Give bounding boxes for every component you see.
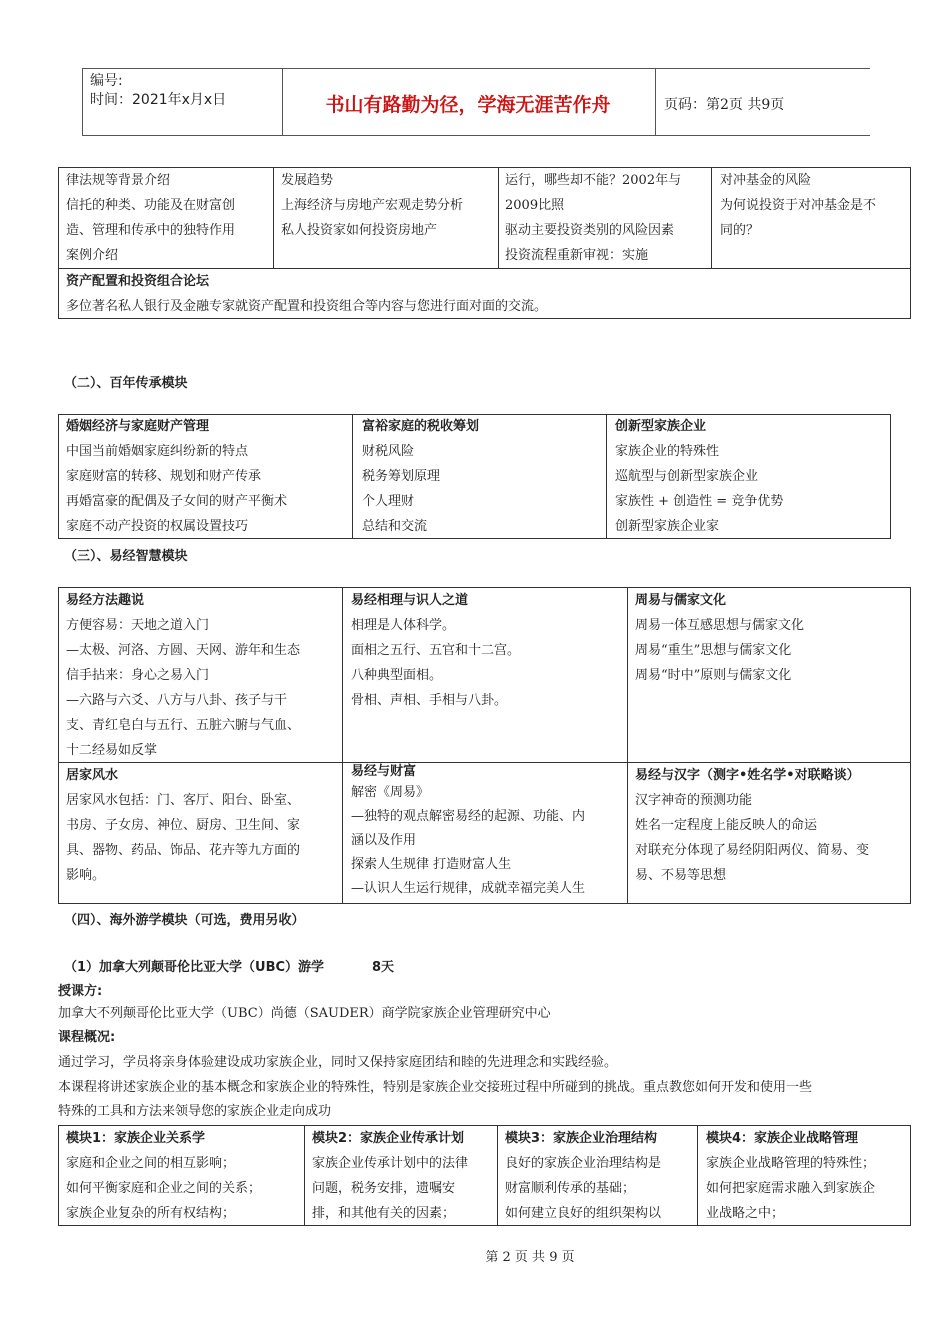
forum-text: 多位著名私人银行及金融专家就资产配置和投资组合等内容与您进行面对面的交流。 bbox=[66, 299, 548, 314]
table3-r2c3 bbox=[635, 763, 869, 888]
table-divider bbox=[352, 414, 353, 539]
cell-line: 排，和其他有关的因素； bbox=[312, 1206, 456, 1221]
cell-line: 对联充分体现了易经阴阳两仪、简易、变 bbox=[635, 843, 870, 858]
table1-col2 bbox=[281, 168, 463, 243]
module-1 bbox=[66, 1126, 261, 1226]
cell-line: 发展趋势 bbox=[281, 173, 334, 188]
table-divider bbox=[342, 587, 343, 904]
header-divider bbox=[655, 68, 656, 135]
cell-line: 具、器物、药品、饰品、花卉等九方面的 bbox=[66, 843, 301, 858]
cell-line: 财富顺利传承的基础； bbox=[505, 1181, 636, 1196]
ubc-title: （1）加拿大列颠哥伦比亚大学（UBC）游学 bbox=[64, 960, 325, 975]
cell-line: 易、不易等思想 bbox=[635, 868, 727, 883]
cell-line: 为何说投资于对冲基金是不 bbox=[720, 198, 877, 213]
header-divider bbox=[82, 68, 83, 135]
table2-col1 bbox=[66, 414, 287, 539]
cell-line: 驱动主要投资类别的风险因素 bbox=[505, 223, 675, 238]
provider-label: 授课方: bbox=[58, 984, 103, 999]
table3-r2c2 bbox=[351, 763, 585, 901]
table-divider bbox=[497, 1125, 498, 1226]
header-top-rule bbox=[82, 68, 870, 69]
cell-title: 周易与儒家文化 bbox=[635, 593, 727, 608]
cell-line: 相理是人体科学。 bbox=[351, 618, 456, 633]
cell-line: 涵以及作用 bbox=[351, 833, 417, 848]
cell-line: 探索人生规律 打造财富人生 bbox=[351, 857, 512, 872]
cell-line: 家族性 + 创造性 = 竞争优势 bbox=[615, 494, 784, 509]
cell-line: 2009比照 bbox=[505, 198, 565, 213]
cell-line: 书房、子女房、神位、厨房、卫生间、家 bbox=[66, 818, 301, 833]
cell-line: 个人理财 bbox=[362, 494, 415, 509]
cell-line: 如何平衡家庭和企业之间的关系； bbox=[66, 1181, 262, 1196]
cell-line: —太极、河洛、方圆、天网、游年和生态 bbox=[66, 643, 301, 658]
cell-line: 如何建立良好的组织架构以 bbox=[505, 1206, 662, 1221]
table3-r2c1 bbox=[66, 763, 300, 888]
cell-line: 总结和交流 bbox=[362, 519, 428, 534]
number-label: 编号: bbox=[90, 73, 123, 89]
table-divider bbox=[304, 1125, 305, 1226]
cell-title: 富裕家庭的税收筹划 bbox=[362, 419, 480, 434]
cell-line: 良好的家族企业治理结构是 bbox=[505, 1156, 662, 1171]
cell-title: 易经与汉字（测字•姓名学•对联略谈） bbox=[635, 768, 860, 783]
table3-r1c1 bbox=[66, 588, 300, 763]
page-footer: 第 2 页 共 9 页 bbox=[485, 1250, 575, 1265]
header-motto: 书山有路勤为径，学海无涯苦作舟 bbox=[325, 94, 611, 116]
cell-line: —独特的观点解密易经的起源、功能、内 bbox=[351, 809, 586, 824]
cell-line: 信托的种类、功能及在财富创 bbox=[66, 198, 236, 213]
cell-line: 方便容易：天地之道入门 bbox=[66, 618, 210, 633]
cell-line: 家庭财富的转移、规划和财产传承 bbox=[66, 469, 262, 484]
header-bottom-rule bbox=[82, 135, 870, 136]
cell-line: 运行，哪些却不能？2002年与 bbox=[505, 173, 682, 188]
cell-title: 易经方法趣说 bbox=[66, 593, 145, 608]
section-heading: （二）、百年传承模块 bbox=[64, 376, 188, 391]
cell-line: 财税风险 bbox=[362, 444, 415, 459]
cell-line: 周易一体互感思想与儒家文化 bbox=[635, 618, 805, 633]
overview-line: 通过学习，学员将亲身体验建设成功家族企业，同时又保持家庭团结和睦的先进理念和实践经验。 bbox=[58, 1055, 618, 1070]
table1-col1 bbox=[66, 168, 235, 268]
module-4 bbox=[706, 1126, 875, 1226]
cell-title: 模块2：家族企业传承计划 bbox=[312, 1131, 465, 1146]
cell-line: 八种典型面相。 bbox=[351, 668, 443, 683]
overview-label: 课程概况: bbox=[58, 1030, 116, 1045]
table3-r1c3 bbox=[635, 588, 804, 688]
table-divider bbox=[606, 414, 607, 539]
module-3 bbox=[505, 1126, 661, 1226]
cell-line: 创新型家族企业家 bbox=[615, 519, 720, 534]
cell-line: 周易“重生”思想与儒家文化 bbox=[635, 643, 792, 658]
cell-line: 解密《周易》 bbox=[351, 785, 430, 800]
time-label: 时间：2021年x月x日 bbox=[90, 92, 227, 108]
table1-col3 bbox=[505, 168, 681, 268]
ubc-days: 8天 bbox=[372, 960, 395, 975]
cell-line: 姓名一定程度上能反映人的命运 bbox=[635, 818, 818, 833]
table-divider bbox=[498, 167, 499, 268]
cell-title: 创新型家族企业 bbox=[615, 419, 707, 434]
cell-line: 居家风水包括：门、客厅、阳台、卧室、 bbox=[66, 793, 301, 808]
forum-cell bbox=[66, 269, 547, 319]
cell-line: 家庭不动产投资的权属设置技巧 bbox=[66, 519, 249, 534]
header-page-label: 页码：第2页 共9页 bbox=[664, 97, 785, 113]
table1-col4 bbox=[720, 168, 876, 243]
cell-line: 骨相、声相、手相与八卦。 bbox=[351, 693, 508, 708]
table-divider bbox=[711, 167, 712, 268]
cell-line: 律法规等背景介绍 bbox=[66, 173, 171, 188]
cell-title: 模块3：家族企业治理结构 bbox=[505, 1131, 658, 1146]
cell-title: 居家风水 bbox=[66, 768, 119, 783]
cell-line: 支、青红皂白与五行、五脏六腑与气血、 bbox=[66, 718, 301, 733]
cell-line: 问题，税务安排，遗嘱安 bbox=[312, 1181, 456, 1196]
cell-line: 家族企业战略管理的特殊性； bbox=[706, 1156, 876, 1171]
cell-line: 家族企业传承计划中的法律 bbox=[312, 1156, 469, 1171]
cell-line: 税务筹划原理 bbox=[362, 469, 441, 484]
cell-line: 如何把家庭需求融入到家族企 bbox=[706, 1181, 876, 1196]
header-meta bbox=[90, 72, 226, 110]
cell-line: 案例介绍 bbox=[66, 248, 119, 263]
table-divider bbox=[627, 587, 628, 904]
cell-line: 家族企业的特殊性 bbox=[615, 444, 720, 459]
cell-line: 上海经济与房地产宏观走势分析 bbox=[281, 198, 464, 213]
cell-line: —六路与六爻、八方与八卦、孩子与干 bbox=[66, 693, 288, 708]
cell-line: 家族企业复杂的所有权结构； bbox=[66, 1206, 236, 1221]
cell-line: 汉字神奇的预测功能 bbox=[635, 793, 753, 808]
overview-line: 本课程将讲述家族企业的基本概念和家族企业的特殊性，特别是家族企业交接班过程中所碰到的挑战。重点教您如何开发和使用一些 bbox=[58, 1080, 813, 1095]
cell-line: 家庭和企业之间的相互影响； bbox=[66, 1156, 236, 1171]
cell-title: 模块4：家族企业战略管理 bbox=[706, 1131, 859, 1146]
cell-line: 中国当前婚姻家庭纠纷新的特点 bbox=[66, 444, 249, 459]
table3-r1c2 bbox=[351, 588, 520, 713]
cell-line: 面相之五行、五官和十二宫。 bbox=[351, 643, 521, 658]
table-divider bbox=[273, 167, 274, 268]
module-2 bbox=[312, 1126, 468, 1226]
cell-title: 婚姻经济与家庭财产管理 bbox=[66, 419, 210, 434]
cell-line: 造、管理和传承中的独特作用 bbox=[66, 223, 236, 238]
cell-title: 易经与财富 bbox=[351, 764, 417, 779]
provider-text: 加拿大不列颠哥伦比亚大学（UBC）尚德（SAUDER）商学院家族企业管理研究中心 bbox=[58, 1006, 551, 1021]
table-divider bbox=[697, 1125, 698, 1226]
overview-line: 特殊的工具和方法来领导您的家族企业走向成功 bbox=[58, 1104, 332, 1119]
table2-col2 bbox=[362, 414, 479, 539]
section-heading: （四）、海外游学模块（可选，费用另收） bbox=[64, 913, 305, 928]
cell-title: 易经相理与识人之道 bbox=[351, 593, 469, 608]
cell-line: 周易“时中”原则与儒家文化 bbox=[635, 668, 792, 683]
cell-line: 同的？ bbox=[720, 223, 760, 238]
cell-line: 十二经易如反掌 bbox=[66, 743, 158, 758]
cell-line: 对冲基金的风险 bbox=[720, 173, 812, 188]
cell-line: 巡航型与创新型家族企业 bbox=[615, 469, 759, 484]
cell-line: 影响。 bbox=[66, 868, 106, 883]
cell-title: 模块1：家族企业关系学 bbox=[66, 1131, 206, 1146]
forum-title: 资产配置和投资组合论坛 bbox=[66, 274, 210, 289]
cell-line: —认识人生运行规律，成就幸福完美人生 bbox=[351, 881, 586, 896]
header-divider bbox=[282, 68, 283, 135]
cell-line: 业战略之中； bbox=[706, 1206, 785, 1221]
section-heading: （三）、易经智慧模块 bbox=[64, 549, 188, 564]
cell-line: 私人投资家如何投资房地产 bbox=[281, 223, 438, 238]
table2-col3 bbox=[615, 414, 783, 539]
cell-line: 再婚富豪的配偶及子女间的财产平衡术 bbox=[66, 494, 288, 509]
cell-line: 信手拈来：身心之易入门 bbox=[66, 668, 210, 683]
cell-line: 投资流程重新审视：实施 bbox=[505, 248, 649, 263]
